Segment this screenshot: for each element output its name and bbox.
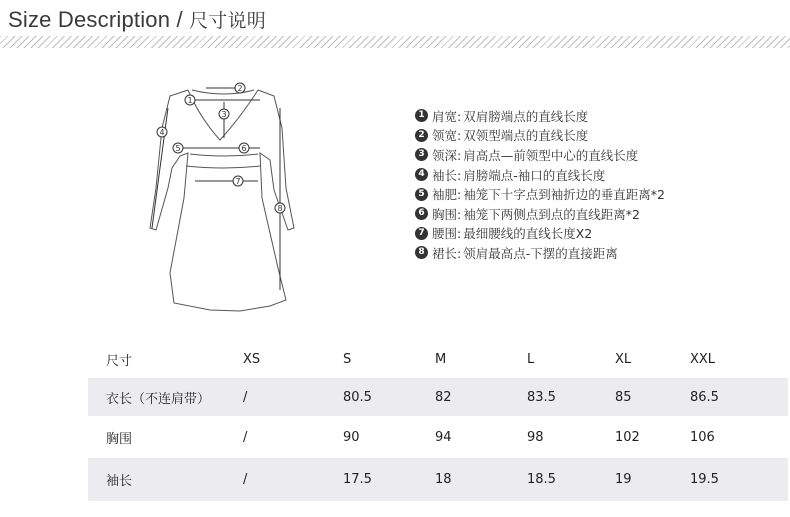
legend-number: 2 xyxy=(415,129,428,142)
table-cell: / xyxy=(243,429,248,445)
legend-item xyxy=(415,126,665,146)
table-cell: 19 xyxy=(615,458,690,501)
table-row xyxy=(88,378,788,416)
legend-desc: 袖笼下两侧点到点的直线距离*2 xyxy=(463,206,640,222)
svg-text:5: 5 xyxy=(175,144,181,153)
legend-item xyxy=(415,243,665,263)
legend-desc: 领肩最高点-下摆的直接距离 xyxy=(463,245,618,261)
svg-text:8: 8 xyxy=(277,204,283,213)
table-cell: 83.5 xyxy=(527,378,615,416)
table-cell: 衣长（不连肩带） xyxy=(88,378,243,416)
table-cell: 胸围 xyxy=(106,431,133,447)
page-title-cn: 尺寸说明 xyxy=(189,10,266,32)
legend-label: 袖长: xyxy=(432,167,462,183)
legend-number: 4 xyxy=(415,168,428,181)
legend-item xyxy=(415,145,665,165)
legend-label: 胸围: xyxy=(432,206,462,222)
legend-number: 7 xyxy=(415,227,428,240)
table-header: M xyxy=(435,352,447,367)
table-cell: 82 xyxy=(435,378,527,416)
svg-text:7: 7 xyxy=(235,177,241,186)
svg-text:3: 3 xyxy=(221,110,227,119)
table-cell: 19.5 xyxy=(690,458,788,501)
measurement-legend xyxy=(415,106,665,263)
table-cell: 86.5 xyxy=(690,378,788,416)
dress-sketch xyxy=(140,78,320,318)
legend-desc: 肩膀端点-袖口的直线长度 xyxy=(463,167,606,183)
legend-desc: 双肩膀端点的直线长度 xyxy=(463,108,589,124)
legend-desc: 最细腰线的直线长度X2 xyxy=(463,226,593,242)
table-cell: 85 xyxy=(615,378,690,416)
legend-desc: 袖笼下十字点到袖折边的垂直距离*2 xyxy=(463,187,665,203)
table-header: 尺寸 xyxy=(106,354,133,369)
table-cell: 17.5 xyxy=(343,458,435,501)
table-cell: 102 xyxy=(615,429,640,445)
table-header: XS xyxy=(243,352,261,367)
svg-text:2: 2 xyxy=(237,84,243,93)
legend-number: 8 xyxy=(415,246,428,259)
table-row xyxy=(88,458,788,501)
size-table xyxy=(88,341,788,501)
table-cell: 94 xyxy=(435,429,452,445)
legend-desc: 肩高点—前领型中心的直线长度 xyxy=(463,147,639,163)
table-cell: / xyxy=(243,378,343,416)
legend-label: 领深: xyxy=(432,147,462,163)
svg-text:1: 1 xyxy=(187,96,193,105)
table-row xyxy=(88,416,788,458)
legend-label: 裙长: xyxy=(432,245,462,261)
hatched-divider xyxy=(0,36,790,48)
page-title xyxy=(8,6,266,33)
legend-item xyxy=(415,184,665,204)
legend-item xyxy=(415,165,665,185)
table-cell: 106 xyxy=(690,429,715,445)
table-cell: 18 xyxy=(435,458,527,501)
legend-label: 袖肥: xyxy=(432,187,462,203)
legend-item xyxy=(415,106,665,126)
svg-text:6: 6 xyxy=(241,144,247,153)
legend-number: 1 xyxy=(415,109,428,122)
legend-number: 5 xyxy=(415,188,428,201)
table-cell: 90 xyxy=(343,429,360,445)
legend-item xyxy=(415,224,665,244)
table-cell: 80.5 xyxy=(343,378,435,416)
legend-label: 腰围: xyxy=(432,226,462,242)
table-cell: 袖长 xyxy=(88,458,243,501)
legend-number: 6 xyxy=(415,207,428,220)
table-header: L xyxy=(527,352,535,367)
table-header-row xyxy=(88,341,788,378)
svg-text:4: 4 xyxy=(159,128,165,137)
table-header: XXL xyxy=(690,352,716,367)
table-header: S xyxy=(343,352,352,367)
legend-number: 3 xyxy=(415,148,428,161)
table-cell: 18.5 xyxy=(527,458,615,501)
table-cell: / xyxy=(243,458,343,501)
legend-label: 肩宽: xyxy=(432,108,462,124)
legend-desc: 双领型端点的直线长度 xyxy=(463,128,589,144)
table-cell: 98 xyxy=(527,429,544,445)
legend-item xyxy=(415,204,665,224)
page-title-en: Size Description / xyxy=(8,7,190,32)
table-header: XL xyxy=(615,352,632,367)
legend-label: 领宽: xyxy=(432,128,462,144)
